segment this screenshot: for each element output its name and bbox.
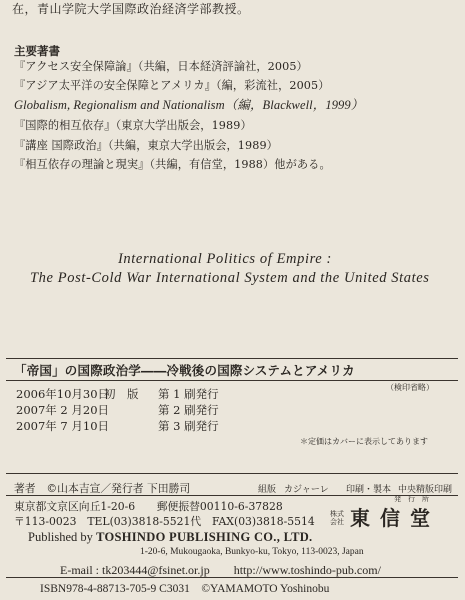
work-item: 『アジア太平洋の安全保障とアメリカ』（編，彩流社，2005） — [14, 79, 330, 92]
edition-date: 2006年10月30日 — [16, 387, 110, 401]
isbn-copyright: ISBN978-4-88713-705-9 C3031 ©YAMAMOTO Yoshinobu — [40, 583, 330, 595]
edition-kind: 初 版 — [104, 387, 139, 401]
published-by-prefix: Published by — [28, 530, 93, 544]
edition-date: 2007年 2 月20日 — [16, 403, 110, 417]
price-note: ＊定価はカバーに表示してあります — [300, 437, 428, 446]
no-seal-note: （検印省略） — [386, 383, 434, 392]
work-item: 『相互依存の理論と現実』（共編，有信堂，1988）他がある。 — [14, 158, 331, 171]
english-title-line1: International Politics of Empire : — [118, 251, 332, 267]
colophon-top-rule — [6, 358, 458, 359]
works-heading: 主要著書 — [14, 44, 60, 58]
publisher-address: 東京都文京区向丘1-20-6 郵便振替00110-6-37828 — [14, 500, 283, 513]
edition-print: 第 1 刷発行 — [158, 387, 219, 401]
typesetting-name: カジャーレ — [284, 485, 329, 495]
contact-email-url: E-mail : tk203444@fsinet.or.jp http://www.toshindo-pub.com/ — [60, 563, 381, 577]
publisher-corp-type: 株式会社 — [330, 510, 344, 526]
author-publisher-credit: 著者 ©山本吉宣／発行者 下田勝司 — [14, 482, 191, 495]
publisher-phone-fax: 〒113-0023 TEL(03)3818-5521代 FAX(03)3818-5514 — [14, 515, 315, 528]
address-rule — [6, 495, 458, 496]
colophon-title-rule — [6, 380, 458, 381]
edition-date: 2007年 7 月10日 — [16, 419, 110, 433]
isbn-rule — [6, 577, 458, 578]
publisher-label: 発 行 所 — [394, 495, 429, 503]
publisher-name: 東信堂 — [350, 506, 440, 530]
printing-name: 中央精版印刷 — [398, 485, 453, 495]
work-item: Globalism, Regionalism and Nationalism（編，Blackwell，1999） — [14, 98, 364, 112]
edition-print: 第 3 刷発行 — [158, 419, 219, 433]
published-by — [28, 530, 312, 545]
published-by-name: TOSHINDO PUBLISHING CO., LTD. — [96, 530, 313, 544]
author-affiliation: 在，青山学院大学国際政治経済学部教授。 — [12, 2, 250, 16]
work-item: 『アクセス安全保障論』（共編，日本経済評論社，2005） — [14, 60, 308, 73]
book-title: 「帝国」の国際政治学――冷戦後の国際システムとアメリカ — [14, 363, 355, 378]
printing-role: 印刷・製本 — [346, 485, 392, 495]
typesetting-role: 組版 — [258, 485, 277, 495]
edition-print: 第 2 刷発行 — [158, 403, 219, 417]
work-item: 『講座 国際政治』（共編，東京大学出版会，1989） — [14, 139, 278, 152]
work-item: 『国際的相互依存』（東京大学出版会，1989） — [14, 119, 252, 132]
english-address: 1-20-6, Mukougaoka, Bunkyo-ku, Tokyo, 113-0023, Japan — [140, 547, 364, 557]
english-title-line2: The Post-Cold War International System and the United States — [30, 270, 430, 286]
credits-rule — [6, 473, 458, 474]
